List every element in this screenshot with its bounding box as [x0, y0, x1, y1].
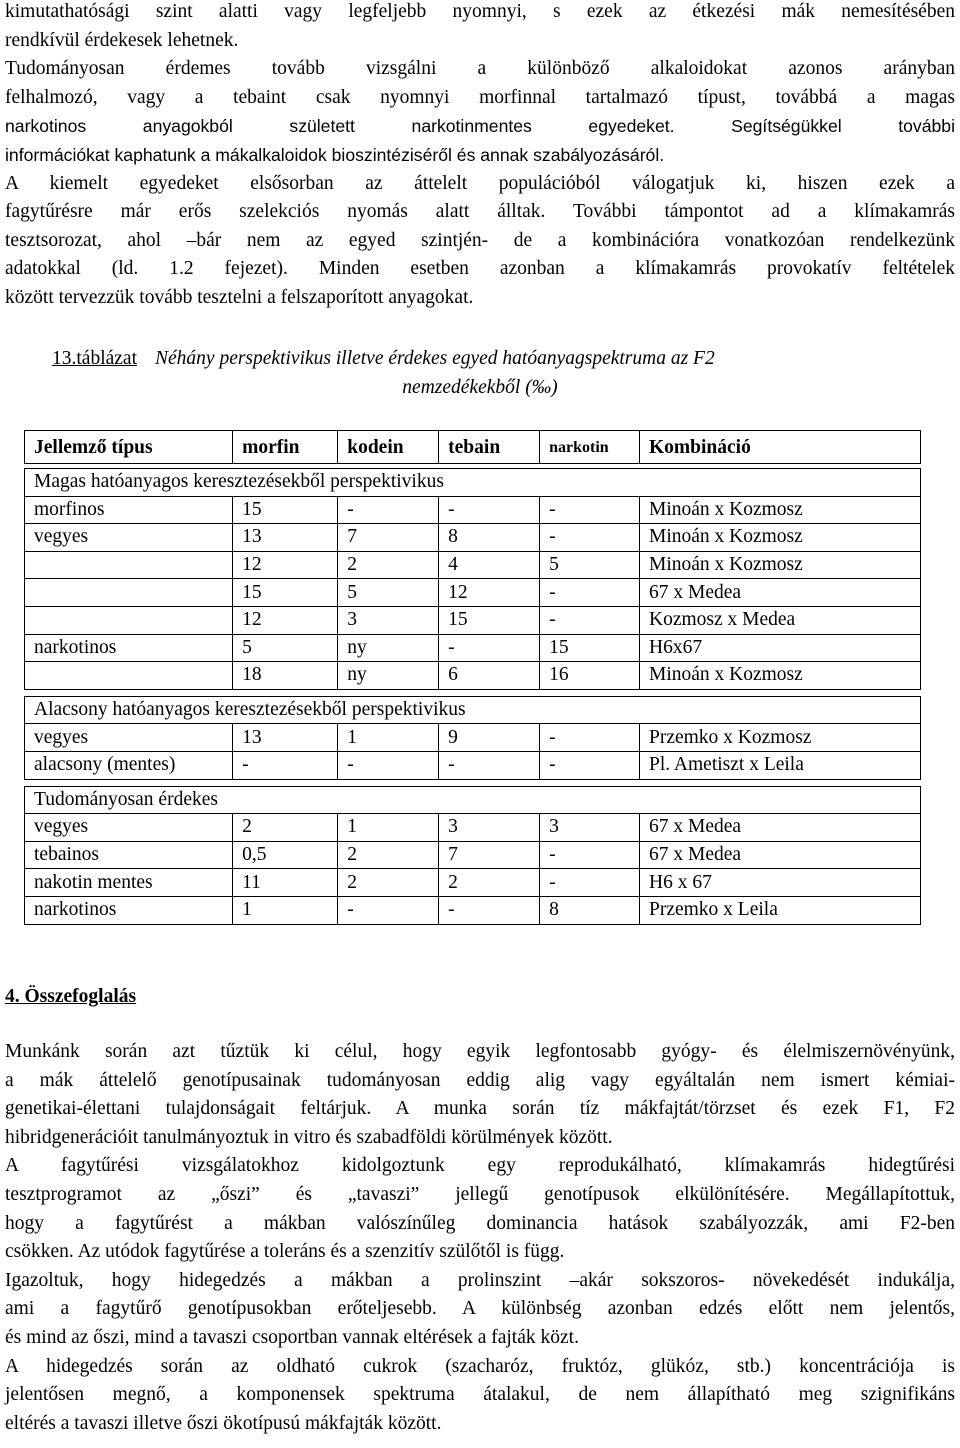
table-row [25, 869, 921, 897]
table-cell [25, 606, 233, 634]
text-line: a mák áttelelő genotípusainak tudományosan eddig alig vagy egyáltalán nem ismert kémiai- [5, 1069, 955, 1091]
table-row [25, 579, 921, 607]
table-cell: - [439, 496, 540, 524]
table-cell: H6 x 67 [639, 869, 920, 897]
table-cell: 11 [233, 869, 338, 897]
header-cell: narkotin [540, 431, 640, 464]
table-cell: 1 [338, 724, 439, 752]
table-cell: - [540, 869, 640, 897]
text-line: csökken. Az utódok fagytűrése a toleráns és a szenzitív szülőtől is függ. [5, 1241, 565, 1263]
table-cell: - [338, 751, 439, 779]
table-cell: 3 [439, 814, 540, 842]
table-cell: 9 [439, 724, 540, 752]
table-row [25, 496, 921, 524]
table-cell: 15 [439, 606, 540, 634]
table-cell: 6 [439, 662, 540, 690]
table-cell: narkotinos [25, 896, 233, 924]
table-title-line1: Néhány perspektivikus illetve érdekes egyed hatóanyagspektruma az F2 [155, 348, 715, 369]
table-row [25, 896, 921, 924]
table-cell: vegyes [25, 814, 233, 842]
table-cell: 16 [540, 662, 640, 690]
text-line: hogy a fagytűrést a mákban valószínűleg dominancia hatások szabályozzák, ami F2-ben [5, 1212, 955, 1234]
table-cell: 8 [439, 524, 540, 552]
spacer-cell [25, 779, 921, 786]
table-cell: 15 [233, 579, 338, 607]
table-caption-line1 [52, 344, 715, 373]
table-cell: - [540, 751, 640, 779]
table-cell: Minoán x Kozmosz [639, 662, 920, 690]
table-row [25, 606, 921, 634]
table-cell: - [439, 751, 540, 779]
table-cell: - [540, 606, 640, 634]
table-cell: 13 [233, 724, 338, 752]
header-cell: Jellemző típus [25, 431, 233, 464]
table-cell: vegyes [25, 724, 233, 752]
table-cell: - [540, 496, 640, 524]
text-line: ami a fagytűrő genotípusokban erőteljesebb. A különbség azonban edzés előtt nem jelentős, [5, 1298, 955, 1320]
table-cell: Kozmosz x Medea [639, 606, 920, 634]
table-cell: morfinos [25, 496, 233, 524]
table-cell: 4 [439, 551, 540, 579]
table-row [25, 662, 921, 690]
text-line: genetikai-élettani tulajdonságait feltárjuk. A munka során tíz mákfajtát/törzset és ezek F1, F2 [5, 1098, 955, 1120]
table-cell: H6x67 [639, 634, 920, 662]
table-cell: tebainos [25, 841, 233, 869]
text-line: kimutathatósági szint alatti vagy legfeljebb nyomnyi, s ezek az étkezési mák nemesítésében [5, 1, 955, 22]
text-line: információkat kaphatunk a mákalkaloidok bioszintéziséről és annak szabályozásáról. [5, 144, 665, 165]
alkaloid-table [24, 430, 921, 925]
table-cell: 67 x Medea [639, 579, 920, 607]
header-cell: Kombináció [639, 431, 920, 464]
header-cell: morfin [233, 431, 338, 464]
table-cell [25, 662, 233, 690]
header-cell: kodein [338, 431, 439, 464]
table-cell: - [439, 634, 540, 662]
table-cell: ny [338, 662, 439, 690]
text-line: Igazoltuk, hogy hidegedzés a mákban a prolinszint –akár sokszoros- növekedését indukálja, [5, 1269, 955, 1291]
table-cell: 3 [540, 814, 640, 842]
table-cell: nakotin mentes [25, 869, 233, 897]
table-cell: vegyes [25, 524, 233, 552]
text-line: fagytűrésre már erős szelekciós nyomás alatt álltak. További támpontot ad a klímakamrás [5, 201, 955, 223]
table-row [25, 841, 921, 869]
table-cell: 15 [540, 634, 640, 662]
section-heading-text: 4. Összefoglalás [5, 986, 137, 1007]
text-line: A kiemelt egyedeket elsősorban az áttelelt populációból válogatjuk ki, hiszen ezek a [5, 172, 955, 194]
spacer-cell [25, 689, 921, 696]
table-cell: 2 [233, 814, 338, 842]
table-row [25, 724, 921, 752]
table-cell: 5 [540, 551, 640, 579]
table-cell: 7 [338, 524, 439, 552]
section-heading [5, 983, 136, 1011]
intro-paragraph [5, 0, 955, 313]
table-cell: ny [338, 634, 439, 662]
table-cell: 7 [439, 841, 540, 869]
table-cell: 2 [338, 869, 439, 897]
table-cell: - [439, 896, 540, 924]
text-line: narkotinos anyagokból született narkotinmentes egyedeket. Segítségükkel további [5, 116, 955, 137]
table-cell [25, 579, 233, 607]
table-cell: 1 [233, 896, 338, 924]
table-cell: narkotinos [25, 634, 233, 662]
table-cell: 67 x Medea [639, 841, 920, 869]
table-cell: 12 [233, 606, 338, 634]
table-cell: Przemko x Kozmosz [639, 724, 920, 752]
table-cell: 67 x Medea [639, 814, 920, 842]
table-title-line2: nemzedékekből (‰) [402, 377, 558, 398]
section-row [25, 696, 921, 724]
table-cell: 5 [338, 579, 439, 607]
section-row [25, 469, 921, 497]
table-header-row [25, 431, 921, 464]
text-line: jelentősen megnő, a komponensek spektruma átalakul, de nem állapítható meg szignifikáns [5, 1384, 955, 1406]
table-cell: 12 [233, 551, 338, 579]
text-line: A hidegedzés során az oldható cukrok (szacharóz, fruktóz, glükóz, stb.) koncentrációja is [5, 1355, 955, 1377]
table-spacer-row [25, 779, 921, 786]
table-cell: 1 [338, 814, 439, 842]
text-line: tesztprogramot az „őszi” és „tavaszi” jellegű genotípusok elkülönítésére. Megállapítottuk, [5, 1183, 955, 1205]
table-cell: - [540, 579, 640, 607]
table-cell: 12 [439, 579, 540, 607]
header-cell: tebain [439, 431, 540, 464]
table-body [25, 464, 921, 925]
table-cell [25, 551, 233, 579]
text-line: felhalmozó, vagy a tebaint csak nyomnyi morfinnal tartalmazó típust, továbbá a magas [5, 86, 955, 108]
table-row [25, 814, 921, 842]
table-cell: 2 [439, 869, 540, 897]
text-line: és mind az őszi, mind a tavaszi csoportban vannak eltérések a fajták közt. [5, 1326, 579, 1348]
table-cell: 2 [338, 841, 439, 869]
table-cell: 8 [540, 896, 640, 924]
table-spacer-row [25, 689, 921, 696]
table-cell: - [540, 724, 640, 752]
table-cell: - [233, 751, 338, 779]
table-cell: - [338, 896, 439, 924]
section-title: Tudományosan érdekes [25, 786, 921, 814]
text-line: hibridgenerációit tanulmányoztuk in vitro és szabadföldi körülmények között. [5, 1126, 613, 1148]
text-line: rendkívül érdekesek lehetnek. [5, 29, 239, 51]
table-row [25, 634, 921, 662]
table-cell: - [540, 841, 640, 869]
section-row [25, 786, 921, 814]
table-cell: Przemko x Leila [639, 896, 920, 924]
text-line: tesztsorozat, ahol –bár nem az egyed szintjén- de a kombinációra vonatkozóan rendelkezünk [5, 229, 955, 251]
table-cell: - [338, 496, 439, 524]
section-title: Magas hatóanyagos keresztezésekből perspektivikus [25, 469, 921, 497]
table-cell: 3 [338, 606, 439, 634]
table-label: 13.táblázat [52, 348, 137, 369]
table-row [25, 524, 921, 552]
text-line: eltérés a tavaszi illetve őszi ökotípusú mákfajták között. [5, 1412, 442, 1434]
table-row [25, 751, 921, 779]
text-line: között tervezzük tovább tesztelni a felszaporított anyagokat. [5, 286, 474, 308]
summary-paragraph [5, 1038, 955, 1438]
section-title: Alacsony hatóanyagos keresztezésekből perspektivikus [25, 696, 921, 724]
text-line: A fagytűrési vizsgálatokhoz kidolgoztunk egy reprodukálható, klímakamrás hidegtűrési [5, 1155, 955, 1177]
table-row [25, 551, 921, 579]
table-cell: Minoán x Kozmosz [639, 496, 920, 524]
table-cell: Minoán x Kozmosz [639, 551, 920, 579]
table-cell: 15 [233, 496, 338, 524]
text-line: Munkánk során azt tűztük ki célul, hogy egyik legfontosabb gyógy- és élelmiszernövényünk, [5, 1041, 955, 1062]
table-cell: Minoán x Kozmosz [639, 524, 920, 552]
text-line: adatokkal (ld. 1.2 fejezet). Minden esetben azonban a klímakamrás provokatív feltételek [5, 258, 955, 280]
table-cell: - [540, 524, 640, 552]
table-cell: 5 [233, 634, 338, 662]
table-cell: Pl. Ametiszt x Leila [639, 751, 920, 779]
table-cell: 13 [233, 524, 338, 552]
table-cell: 0,5 [233, 841, 338, 869]
table-cell: 2 [338, 551, 439, 579]
table-cell: alacsony (mentes) [25, 751, 233, 779]
table-cell: 18 [233, 662, 338, 690]
text-line: Tudományosan érdemes tovább vizsgálni a különböző alkaloidokat azonos arányban [5, 58, 955, 80]
